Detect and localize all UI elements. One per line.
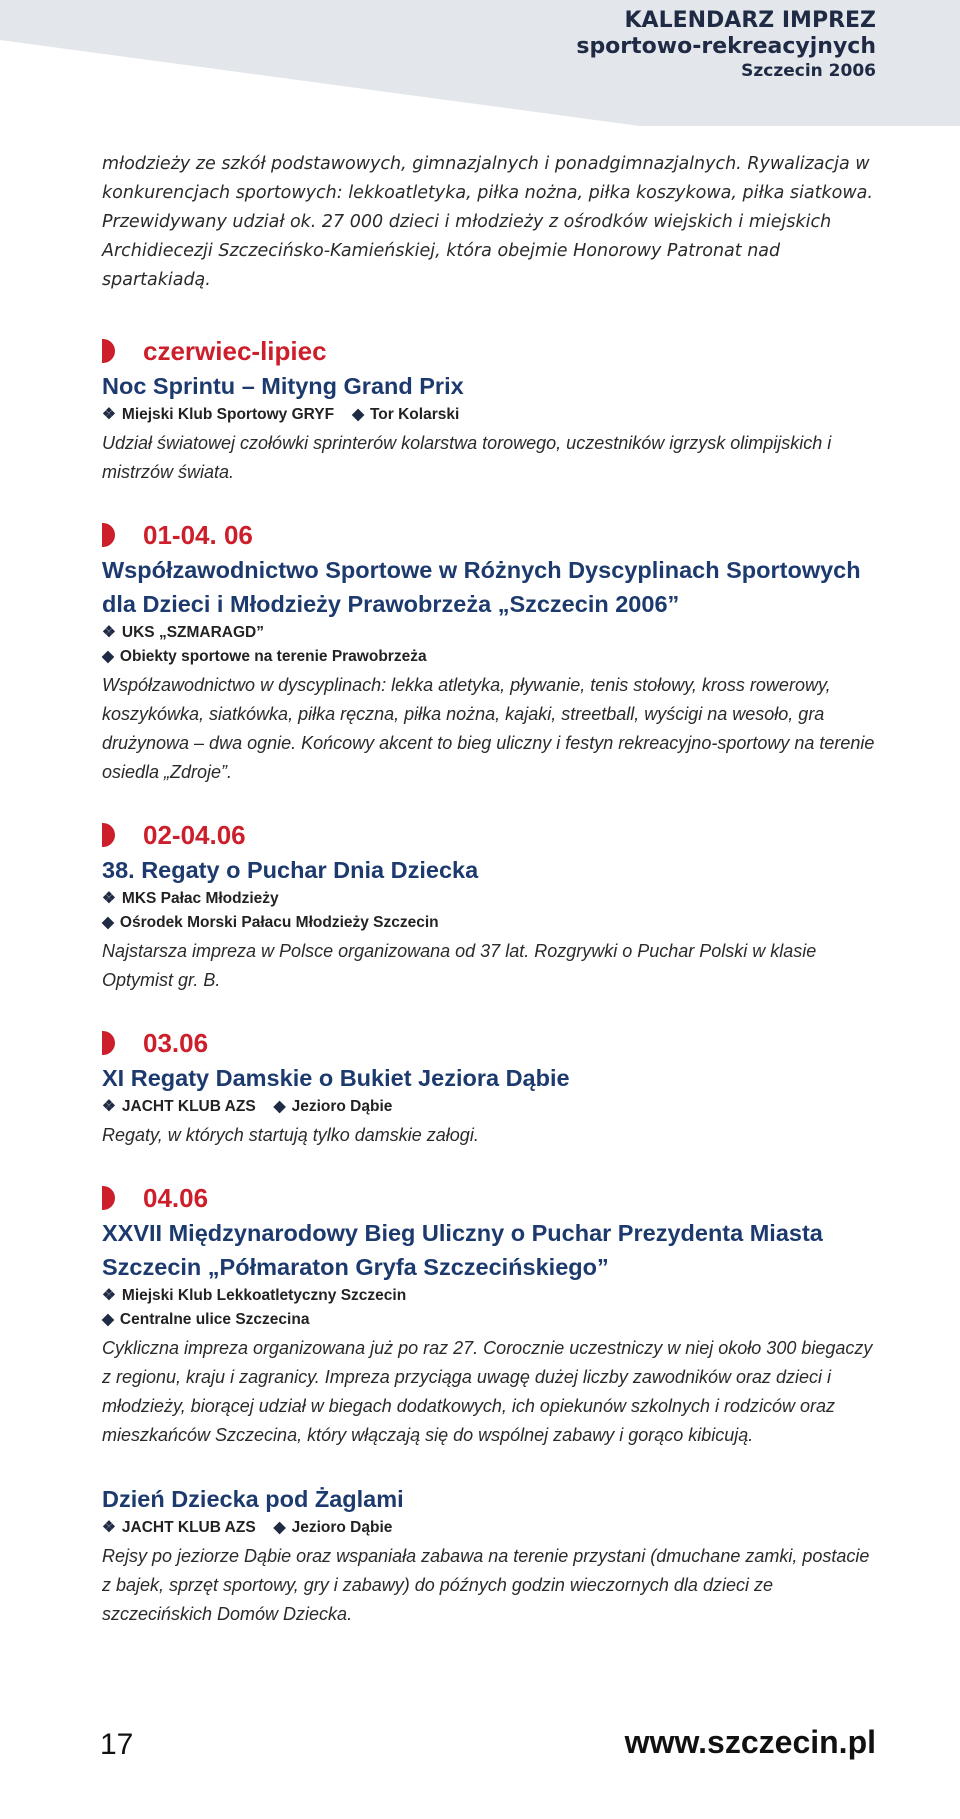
- header-line3: Szczecin 2006: [741, 60, 876, 81]
- event-date-row: [102, 517, 882, 553]
- event-description: Najstarsza impreza w Polsce organizowana od 37 lat. Rozgrywki o Puchar Polski w klasie Optymist gr. B.: [102, 941, 817, 990]
- event-date-row: [102, 333, 882, 369]
- event-meta: [102, 403, 882, 427]
- event-item: [102, 1180, 882, 1450]
- event-date: 04.06: [143, 1182, 209, 1213]
- date-marker-icon: [102, 339, 115, 363]
- organizer-icon: ❖: [102, 1287, 116, 1304]
- event-venue: Centralne ulice Szczecina: [119, 1311, 310, 1328]
- organizer-icon: ❖: [102, 1098, 116, 1115]
- event-title: XXVII Międzynarodowy Bieg Uliczny o Puchar Prezydenta Miasta Szczecin „Półmaraton Gryfa Szczecińskiego”: [102, 1220, 823, 1280]
- event-organizer: Miejski Klub Sportowy GRYF: [121, 406, 335, 423]
- event-meta: [102, 1516, 882, 1540]
- event-date-row: [102, 1025, 882, 1061]
- event-description: Współzawodnictwo w dyscyplinach: lekka atletyka, pływanie, tenis stołowy, kross rowerowy, koszykówka, siatkówka, piłka ręczna, piłka nożna, kajaki, streetball, wyścigi na wesoło, gra drużynowa – dwa ognie. Końcowy akcent to bieg uliczny i festyn rekreacyjno-sportowy na terenie osiedla „Zdroje”.: [102, 675, 875, 782]
- event-date-row: [102, 1180, 882, 1216]
- organizer-icon: ❖: [102, 890, 116, 907]
- event-item: [102, 333, 882, 487]
- main-content: [102, 150, 882, 1629]
- event-description: Udział światowej czołówki sprinterów kolarstwa torowego, uczestników igrzysk olimpijskich i mistrzów świata.: [102, 433, 832, 482]
- event-title: Współzawodnictwo Sportowe w Różnych Dyscyplinach Sportowych dla Dzieci i Młodzieży Prawobrzeża „Szczecin 2006”: [102, 557, 861, 617]
- event-venue: Jezioro Dąbie: [291, 1519, 393, 1536]
- event-meta: [102, 1284, 882, 1332]
- event-organizer: JACHT KLUB AZS: [121, 1098, 256, 1115]
- venue-icon: ◆: [352, 406, 364, 423]
- date-marker-icon: [102, 1031, 115, 1055]
- event-title: Noc Sprintu – Mityng Grand Prix: [102, 373, 464, 399]
- venue-icon: ◆: [102, 914, 114, 931]
- event-date: czerwiec-lipiec: [143, 335, 327, 366]
- event-organizer: MKS Pałac Młodzieży: [121, 890, 279, 907]
- venue-icon: ◆: [273, 1519, 286, 1536]
- event-date-row: [102, 817, 882, 853]
- header-title: [576, 8, 876, 81]
- header-line1: KALENDARZ IMPREZ: [624, 8, 876, 33]
- venue-icon: ◆: [273, 1098, 286, 1115]
- event-date: 01-04. 06: [143, 519, 253, 550]
- event-meta: [102, 621, 882, 669]
- event-description: Regaty, w których startują tylko damskie załogi.: [102, 1125, 479, 1145]
- event-item: [102, 517, 882, 787]
- event-venue: Obiekty sportowe na terenie Prawobrzeża: [119, 648, 427, 665]
- event-item: [102, 1482, 882, 1629]
- event-organizer: JACHT KLUB AZS: [121, 1519, 256, 1536]
- event-organizer: UKS „SZMARAGD”: [121, 624, 264, 641]
- footer-url: www.szczecin.pl: [624, 1724, 876, 1760]
- event-meta: [102, 1095, 882, 1119]
- header-line2: sportowo-rekreacyjnych: [576, 34, 876, 60]
- event-title: 38. Regaty o Puchar Dnia Dziecka: [102, 857, 479, 883]
- event-venue: Ośrodek Morski Pałacu Młodzieży Szczecin: [119, 914, 439, 931]
- organizer-icon: ❖: [102, 624, 116, 641]
- event-item: [102, 817, 882, 995]
- event-venue: Jezioro Dąbie: [291, 1098, 393, 1115]
- event-date: 03.06: [143, 1027, 209, 1058]
- date-marker-icon: [102, 523, 115, 547]
- date-marker-icon: [102, 1186, 115, 1210]
- event-title: XI Regaty Damskie o Bukiet Jeziora Dąbie: [102, 1065, 570, 1091]
- page-number: 17: [100, 1728, 134, 1761]
- organizer-icon: ❖: [102, 406, 116, 423]
- event-item: [102, 1025, 882, 1150]
- date-marker-icon: [102, 823, 115, 847]
- event-date: 02-04.06: [143, 819, 246, 850]
- venue-icon: ◆: [102, 648, 114, 665]
- event-meta: [102, 887, 882, 935]
- event-organizer: Miejski Klub Lekkoatletyczny Szczecin: [121, 1287, 407, 1304]
- event-title: Dzień Dziecka pod Żaglami: [102, 1486, 404, 1512]
- organizer-icon: ❖: [102, 1519, 116, 1536]
- venue-icon: ◆: [102, 1311, 114, 1328]
- intro-paragraph: młodzieży ze szkół podstawowych, gimnazjalnych i ponadgimnazjalnych. Rywalizacja w konkurencjach sportowych: lekkoatletyka, piłka nożna, piłka koszykowa, piłka siatkowa. Przewidywany udział ok. 27 000 dzieci i młodzieży z ośrodków wiejskich i miejskich Archidiecezji Szczecińsko-Kamieńskiej, która obejmie Honorowy Patronat nad spartakiadą.: [102, 154, 873, 290]
- event-description: Cykliczna impreza organizowana już po raz 27. Corocznie uczestniczy w niej około 300 biegaczy z regionu, kraju i zagranicy. Impreza przyciąga uwagę dużej liczby zawodników oraz dzieci i młodzieży, biorącej udział w biegach dodatkowych, ich opiekunów szkolnych i rodziców oraz mieszkańców Szczecina, który włączają się do wspólnej zabawy i gorąco kibicują.: [102, 1338, 873, 1445]
- event-description: Rejsy po jeziorze Dąbie oraz wspaniała zabawa na terenie przystani (dmuchane zamki, postacie z bajek, sprzęt sportowy, gry i zabawy) do późnych godzin wieczornych dla dzieci ze szczecińskich Domów Dziecka.: [102, 1546, 870, 1624]
- event-venue: Tor Kolarski: [369, 406, 460, 423]
